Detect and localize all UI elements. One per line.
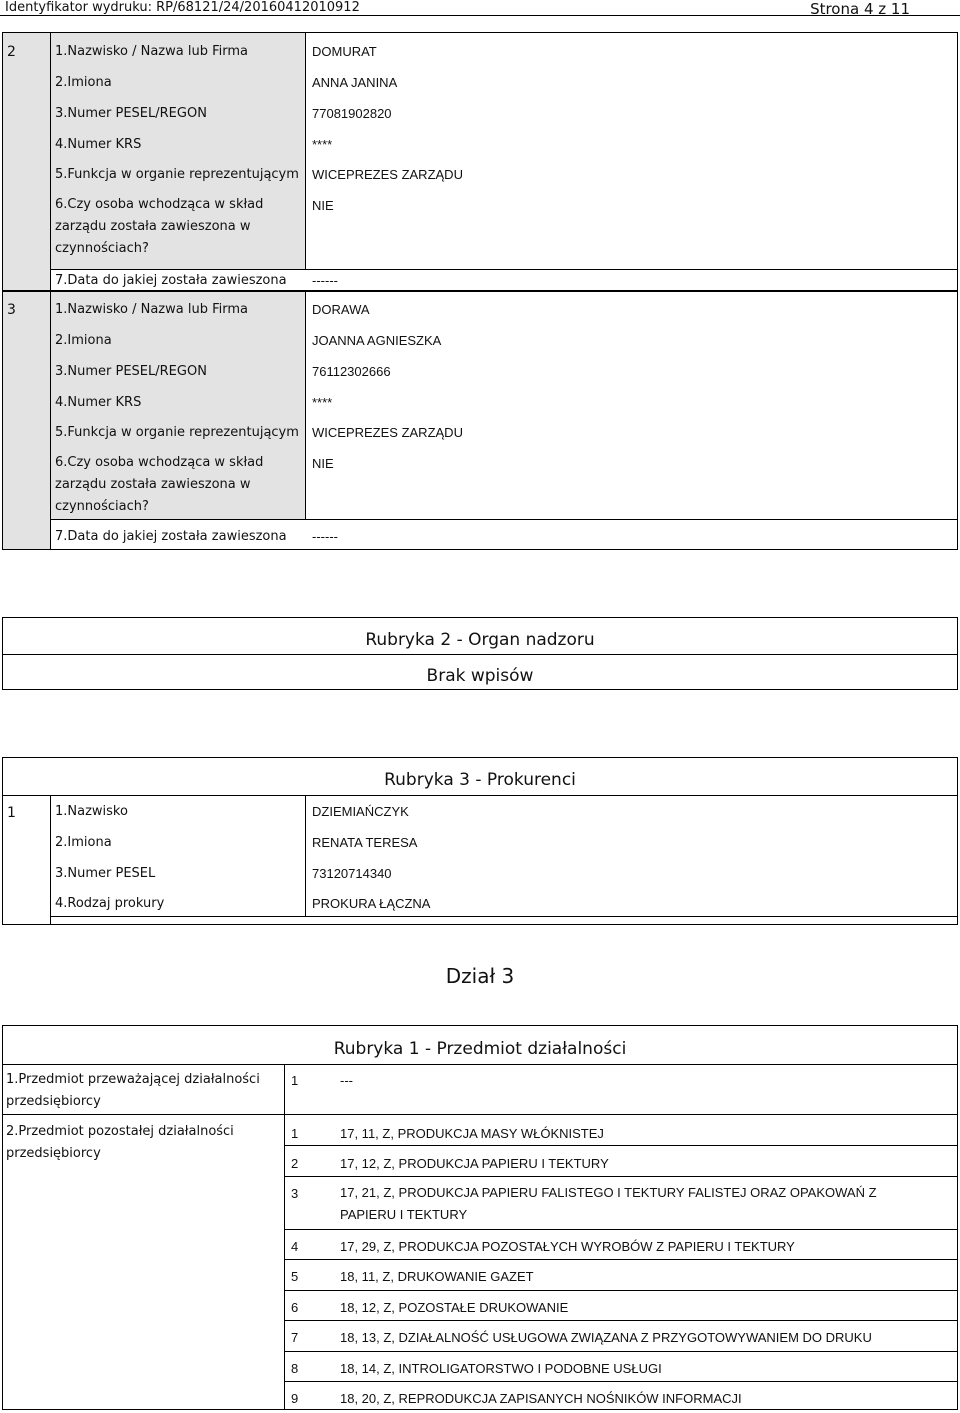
field-label: 2.Imiona: [55, 75, 112, 90]
activity-text: 18, 20, Z, REPRODUKCJA ZAPISANYCH NOŚNIKÓW INFORMACJI: [340, 1391, 742, 1406]
field-value: WICEPREZES ZARZĄDU: [312, 167, 463, 182]
field-value: 76112302666: [312, 364, 391, 379]
activity-text: 17, 29, Z, PRODUKCJA POZOSTAŁYCH WYROBÓW Z PAPIERU I TEKTURY: [340, 1239, 795, 1254]
other-activity-label: 2.Przedmiot pozostałej działalności przedsiębiorcy: [6, 1124, 234, 1161]
field-label: 2.Imiona: [55, 835, 112, 850]
rubryka-1-title: Rubryka 1 - Przedmiot działalności: [333, 1039, 627, 1059]
activity-text: 18, 12, Z, POZOSTAŁE DRUKOWANIE: [340, 1300, 569, 1315]
field-label: 1.Nazwisko / Nazwa lub Firma: [55, 44, 248, 59]
field-value: ------: [312, 529, 338, 544]
field-label: 7.Data do jakiej została zawieszona: [55, 529, 287, 544]
field-label: 5.Funkcja w organie reprezentującym: [55, 167, 299, 182]
field-value: RENATA TERESA: [312, 835, 418, 850]
field-label: 4.Numer KRS: [55, 395, 142, 410]
activity-text: 17, 21, Z, PRODUKCJA PAPIERU FALISTEGO I TEKTURY FALISTEJ ORAZ OPAKOWAŃ Z PAPIERU I TEKTURY: [340, 1185, 877, 1222]
field-value: ANNA JANINA: [312, 75, 398, 90]
field-value: NIE: [312, 456, 334, 471]
section-title: Dział 3: [445, 964, 515, 988]
person-index-cell: [3, 33, 50, 290]
activity-text: 17, 11, Z, PRODUKCJA MASY WŁÓKNISTEJ: [340, 1126, 604, 1141]
activity-number: 6: [291, 1300, 299, 1315]
field-label: 2.Imiona: [55, 333, 112, 348]
field-value: ------: [312, 273, 338, 288]
field-label: 6.Czy osoba wchodząca w skład zarządu została zawieszona w czynnościach?: [55, 197, 264, 256]
rubryka-2-subtitle: Brak wpisów: [426, 666, 534, 686]
activity-number: 8: [291, 1361, 299, 1376]
main-activity-label: 1.Przedmiot przeważającej działalności przedsiębiorcy: [6, 1072, 260, 1109]
field-label: 7.Data do jakiej została zawieszona: [55, 273, 287, 288]
field-label: 4.Numer KRS: [55, 137, 142, 152]
person-index: 3: [7, 302, 16, 318]
field-label: 3.Numer PESEL/REGON: [55, 106, 207, 121]
field-value: WICEPREZES ZARZĄDU: [312, 425, 463, 440]
person-index-cell: [3, 292, 50, 549]
field-value: DZIEMIAŃCZYK: [312, 804, 409, 819]
field-value: ****: [312, 137, 333, 152]
person-index: 2: [7, 44, 16, 60]
rubryka-2-title: Rubryka 2 - Organ nadzoru: [365, 630, 595, 650]
page-number: Strona 4 z 11: [810, 0, 910, 18]
field-label: 1.Nazwisko: [55, 804, 128, 819]
activity-text: 18, 13, Z, DZIAŁALNOŚĆ USŁUGOWA ZWIĄZANA Z PRZYGOTOWYWANIEM DO DRUKU: [340, 1330, 872, 1345]
activity-number: 3: [291, 1186, 299, 1201]
field-label: 6.Czy osoba wchodząca w skład zarządu została zawieszona w czynnościach?: [55, 455, 264, 514]
prokurent-index: 1: [7, 805, 16, 821]
activity-number: 1: [291, 1126, 299, 1141]
print-identifier: Identyfikator wydruku: RP/68121/24/20160412010912: [5, 0, 360, 15]
field-label: 4.Rodzaj prokury: [55, 896, 165, 911]
activity-number: 9: [291, 1391, 299, 1406]
field-value: NIE: [312, 198, 334, 213]
activity-text: 18, 14, Z, INTROLIGATORSTWO I PODOBNE USŁUGI: [340, 1361, 662, 1376]
field-value: DORAWA: [312, 302, 370, 317]
field-label: 1.Nazwisko / Nazwa lub Firma: [55, 302, 248, 317]
field-value: PROKURA ŁĄCZNA: [312, 896, 431, 911]
activity-number: 5: [291, 1269, 299, 1284]
activity-text: 17, 12, Z, PRODUKCJA PAPIERU I TEKTURY: [340, 1156, 609, 1171]
field-value: 77081902820: [312, 106, 392, 121]
field-value: ****: [312, 395, 333, 410]
field-label: 5.Funkcja w organie reprezentującym: [55, 425, 299, 440]
activity-number: 1: [291, 1073, 299, 1088]
field-value: 73120714340: [312, 866, 392, 881]
activity-text: 18, 11, Z, DRUKOWANIE GAZET: [340, 1269, 534, 1284]
activity-text: ---: [340, 1073, 353, 1088]
rubryka-3-title: Rubryka 3 - Prokurenci: [384, 770, 576, 790]
activity-number: 7: [291, 1330, 299, 1345]
activity-number: 4: [291, 1239, 299, 1254]
activity-number: 2: [291, 1156, 299, 1171]
print-header: [0, 0, 960, 16]
field-value: JOANNA AGNIESZKA: [312, 333, 442, 348]
field-label: 3.Numer PESEL: [55, 866, 156, 881]
field-label: 3.Numer PESEL/REGON: [55, 364, 207, 379]
field-value: DOMURAT: [312, 44, 377, 59]
